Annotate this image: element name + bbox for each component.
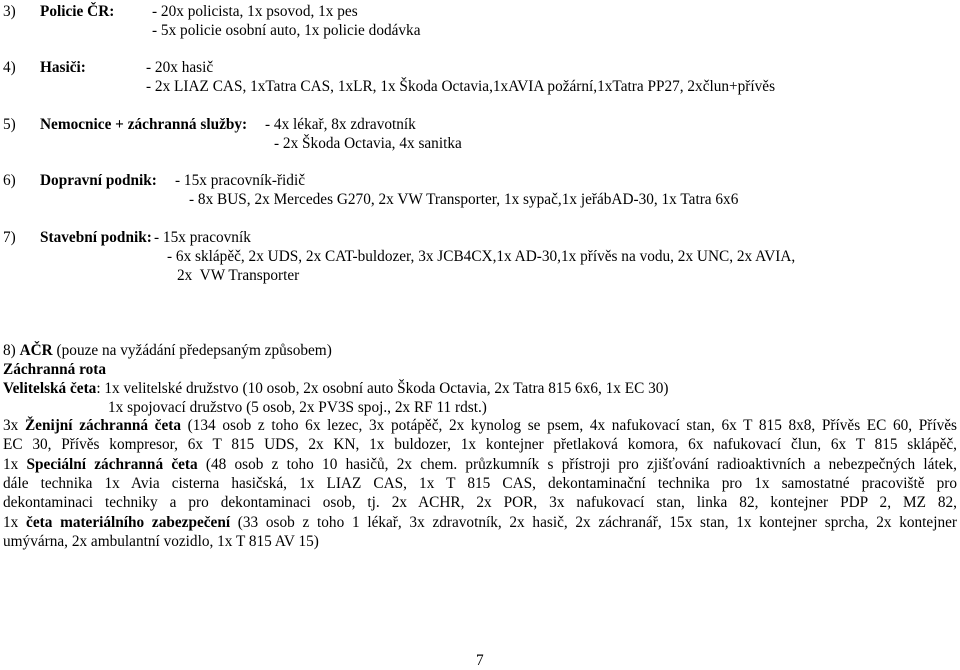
s5-line1: - 4x lékař, 8x zdravotník bbox=[265, 116, 416, 133]
s4-title: Hasiči: bbox=[40, 59, 86, 76]
s8-command-platoon bbox=[3, 380, 669, 398]
s4-line1: - 20x hasič bbox=[146, 59, 214, 76]
s8-engineer-platoon-line2: EC 30, Přívěs kompresor, 6x T 815 UDS, 2x KN, 1x buldozer, 1x kontejner přetlaková komora, 6x nafukovací člun, 6x T 815 sklápěč, bbox=[3, 436, 957, 453]
s6-label: 6) bbox=[3, 172, 16, 189]
s6-line2: - 8x BUS, 2x Mercedes G270, 2x VW Transporter, 1x sypač,1x jeřábAD-30, 1x Tatra 6x6 bbox=[189, 191, 739, 208]
s7-line2: - 6x sklápěč, 2x UDS, 2x CAT-buldozer, 3x JCB4CX,1x AD-30,1x přívěs na vodu, 2x UNC, 2x AVIA, bbox=[167, 248, 796, 265]
special-platoon-text: (48 osob z toho 10 hasičů, 2x chem. průzkumník s přístroji pro zjišťování radioaktivních a nebezpečných látek, bbox=[197, 456, 957, 473]
s8-number: 8) bbox=[3, 342, 16, 359]
s7-line1: - 15x pracovník bbox=[154, 229, 251, 246]
s5-line2: - 2x Škoda Octavia, 4x sanitka bbox=[274, 135, 462, 152]
s6-line1: - 15x pracovník-řidič bbox=[175, 172, 305, 189]
engineer-platoon-text: (134 osob z toho 6x lezec, 3x potápěč, 2x kynolog se psem, 4x nafukovací stan, 6x T 815 8x8, Přívěs EC 60, Přívěs bbox=[181, 417, 957, 434]
s8-engineer-platoon bbox=[3, 417, 957, 435]
s8-material-platoon-line2: umývárna, 2x ambulantní vozidlo, 1x T 815 AV 15) bbox=[3, 533, 319, 550]
s8-title: AČR bbox=[19, 342, 53, 359]
s8-special-platoon-line3: dekontaminaci techniky a pro dekontaminaci osob, tj. 2x ACHR, 2x POR, 3x nafukovací stan, linka 82, kontejner PDP 2, MZ 82, bbox=[3, 494, 957, 511]
s8-header bbox=[3, 342, 332, 360]
s8-rescue-company: Záchranná rota bbox=[3, 361, 106, 378]
special-platoon-label: Speciální záchranná četa bbox=[26, 456, 198, 473]
s8-special-platoon bbox=[3, 456, 957, 474]
s5-title: Nemocnice + záchranná služby: bbox=[40, 116, 248, 133]
s7-title: Stavební podnik: bbox=[40, 229, 152, 246]
s7-label: 7) bbox=[3, 229, 16, 246]
s8-special-platoon-line2: dále technika 1x Avia cisterna hasičská, 1x LIAZ CAS, 1x T 815 CAS, dekontaminační technika pro 1x samostatné pracoviště pro bbox=[3, 475, 957, 492]
s3-line1: - 20x policista, 1x psovod, 1x pes bbox=[152, 3, 358, 20]
s7-line3: 2x VW Transporter bbox=[177, 267, 300, 284]
s3-title: Policie ČR: bbox=[40, 3, 115, 20]
engineer-prefix: 3x bbox=[3, 417, 25, 434]
material-platoon-label: četa materiálního zabezpečení bbox=[26, 514, 231, 531]
s6-title: Dopravní podnik: bbox=[40, 172, 157, 189]
s5-label: 5) bbox=[3, 116, 16, 133]
s3-line2: - 5x policie osobní auto, 1x policie dodávka bbox=[152, 22, 421, 39]
material-prefix: 1x bbox=[3, 514, 27, 531]
s4-line2: - 2x LIAZ CAS, 1xTatra CAS, 1xLR, 1x Škoda Octavia,1xAVIA požární,1xTatra PP27, 2xčlun+přívěs bbox=[146, 78, 776, 95]
material-platoon-text: (33 osob z toho 1 lékař, 3x zdravotník, 2x hasič, 2x záchranář, 15x stan, 1x kontejner sprcha, 2x kontejner bbox=[230, 514, 957, 531]
s8-material-platoon bbox=[3, 514, 957, 532]
special-prefix: 1x bbox=[3, 456, 27, 473]
engineer-platoon-label: Ženijní záchranná četa bbox=[24, 417, 182, 434]
s3-label: 3) bbox=[3, 3, 16, 20]
command-platoon-label: Velitelská četa bbox=[3, 380, 97, 397]
command-platoon-text: : 1x velitelské družstvo (10 osob, 2x osobní auto Škoda Octavia, 2x Tatra 815 6x6, 1x EC 30) bbox=[96, 380, 669, 397]
s8-command-platoon-line2: 1x spojovací družstvo (5 osob, 2x PV3S spoj., 2x RF 11 rdst.) bbox=[108, 399, 487, 416]
s8-note: (pouze na vyžádání předepsaným způsobem) bbox=[52, 342, 332, 359]
page-number: 7 bbox=[476, 652, 484, 669]
s4-label: 4) bbox=[3, 59, 16, 76]
